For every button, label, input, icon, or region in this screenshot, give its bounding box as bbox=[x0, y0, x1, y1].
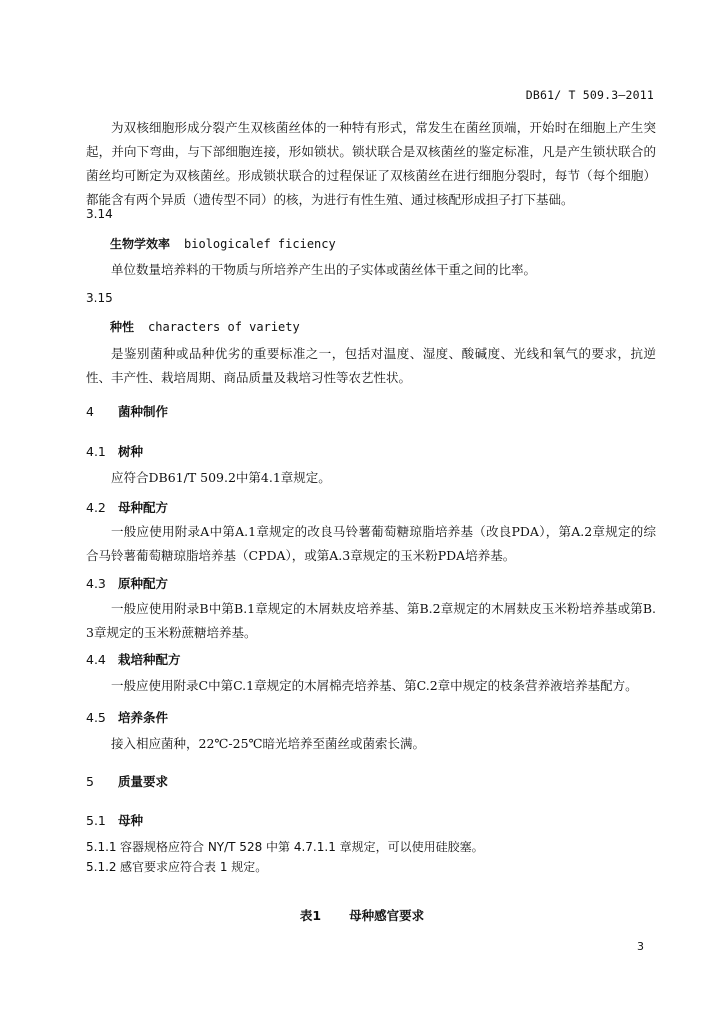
section-4-3-heading bbox=[86, 574, 656, 592]
definition-3-15 bbox=[86, 342, 656, 390]
section-body: 一般应使用附录B中第B.1章规定的木屑麸皮培养基、第B.2章规定的木屑麸皮玉米粉培养基或第B.3章规定的玉米粉蔗糖培养基。 bbox=[86, 601, 656, 640]
heading-title: 培养条件 bbox=[118, 710, 169, 725]
section-body: 接入相应菌种，22℃-25℃暗光培养至菌丝或菌索长满。 bbox=[111, 736, 426, 751]
heading-number: 5.1 bbox=[86, 813, 106, 828]
heading-number: 4 bbox=[86, 404, 94, 419]
section-body: 一般应使用附录A中第A.1章规定的改良马铃薯葡萄糖琼脂培养基（改良PDA），第A.2章规定的综合马铃薯葡萄糖琼脂培养基（CPDA），或第A.3章规定的玉米粉PDA培养基。 bbox=[86, 524, 656, 563]
heading-title: 树种 bbox=[118, 444, 144, 459]
heading-number: 5 bbox=[86, 774, 94, 789]
document-header: DB61/ T 509.3—2011 bbox=[525, 88, 654, 102]
section-4-1-body bbox=[86, 466, 656, 490]
heading-title: 栽培种配方 bbox=[118, 652, 181, 667]
intro-paragraph: 为双核细胞形成分裂产生双核菌丝体的一种特有形式，常发生在菌丝顶端，开始时在细胞上产生突起，并向下弯曲，与下部细胞连接，形如锁状。锁状联合是双核菌丝的鉴定标准，凡是产生锁状联合的菌丝均可断定为双核菌丝。形成锁状联合的过程保证了双核菌丝在进行细胞分裂时，每节（每个细胞）都能含有两个异质（遗传型不同）的核，为进行有性生殖、通过核配形成担子打下基础。 bbox=[86, 120, 656, 207]
intro-paragraph-block bbox=[86, 116, 656, 212]
section-4-5-heading bbox=[86, 708, 656, 726]
section-4-1-heading bbox=[86, 442, 656, 460]
heading-number: 4.4 bbox=[86, 652, 106, 667]
section-4-5-body bbox=[86, 732, 656, 756]
section-3-15 bbox=[86, 291, 656, 305]
section-4-2-heading bbox=[86, 498, 656, 516]
term-3-14 bbox=[86, 235, 656, 252]
section-body: 应符合DB61/T 509.2中第4.1章规定。 bbox=[111, 470, 331, 485]
term-definition: 单位数量培养料的干物质与所培养产生出的子实体或菌丝体干重之间的比率。 bbox=[111, 262, 537, 277]
definition-3-14 bbox=[86, 258, 656, 282]
section-body: 一般应使用附录C中第C.1章规定的木屑棉壳培养基、第C.2章中规定的枝条营养液培养基配方。 bbox=[111, 678, 638, 693]
heading-title: 母种 bbox=[118, 813, 144, 828]
term-definition: 是鉴别菌种或品种优劣的重要标准之一，包括对温度、湿度、酸碱度、光线和氧气的要求，抗逆性、丰产性、栽培周期、商品质量及栽培习性等农艺性状。 bbox=[86, 346, 656, 385]
heading-title: 菌种制作 bbox=[118, 404, 169, 419]
heading-number: 4.2 bbox=[86, 500, 106, 515]
term-chinese: 生物学效率 bbox=[110, 237, 171, 251]
term-chinese: 种性 bbox=[110, 320, 135, 334]
section-number: 3.15 bbox=[86, 291, 113, 305]
heading-title: 原种配方 bbox=[118, 576, 169, 591]
page-number: 3 bbox=[637, 940, 644, 953]
section-4-4-body bbox=[86, 674, 656, 698]
heading-number: 4.5 bbox=[86, 710, 106, 725]
subsection-number: 5.1.1 bbox=[86, 840, 117, 854]
section-number: 3.14 bbox=[86, 207, 113, 221]
table-title: 母种感官要求 bbox=[349, 908, 425, 923]
section-5-heading bbox=[86, 772, 656, 790]
section-5-1-2 bbox=[86, 857, 656, 877]
term-english: biologicalef ficiency bbox=[184, 237, 336, 251]
section-4-heading bbox=[86, 402, 656, 420]
table-label: 表1 bbox=[299, 908, 322, 923]
subsection-text: 容器规格应符合 NY/T 528 中第 4.7.1.1 章规定，可以使用硅胶塞。 bbox=[120, 840, 484, 854]
heading-title: 质量要求 bbox=[118, 774, 169, 789]
section-4-4-heading bbox=[86, 650, 656, 668]
term-english: characters of variety bbox=[148, 320, 300, 334]
subsection-number: 5.1.2 bbox=[86, 860, 117, 874]
subsection-text: 感官要求应符合表 1 规定。 bbox=[120, 860, 268, 874]
section-5-1-1 bbox=[86, 837, 656, 857]
section-3-14 bbox=[86, 207, 656, 221]
section-4-2-body bbox=[86, 520, 656, 568]
table-caption bbox=[0, 906, 724, 924]
heading-number: 4.3 bbox=[86, 576, 106, 591]
section-4-3-body bbox=[86, 597, 656, 645]
section-5-1-heading bbox=[86, 811, 656, 829]
term-3-15 bbox=[86, 318, 656, 335]
heading-number: 4.1 bbox=[86, 444, 106, 459]
heading-title: 母种配方 bbox=[118, 500, 169, 515]
